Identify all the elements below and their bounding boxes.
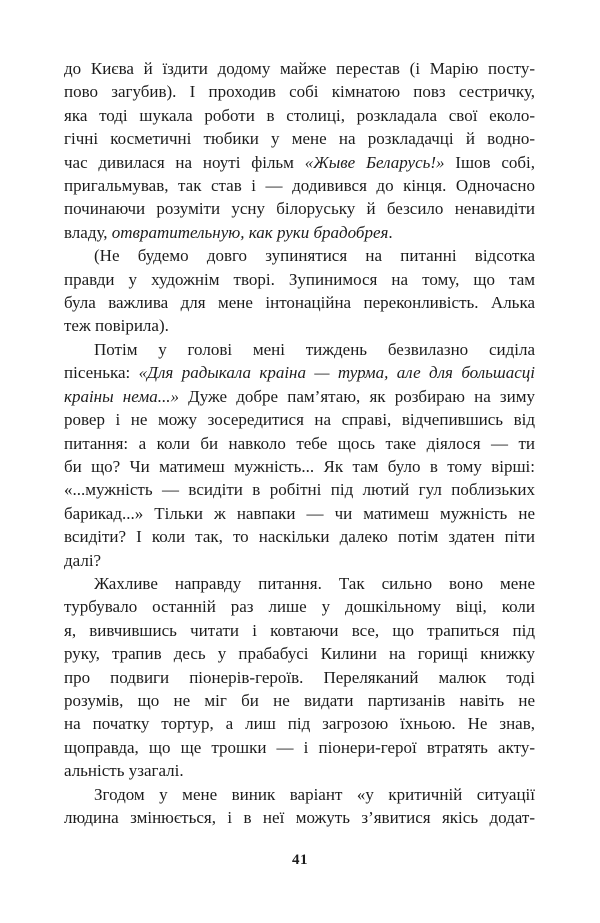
page-number: 41 [292, 852, 308, 868]
text-segment: Потім у голові мені тиждень безвилазно сиділа [94, 339, 535, 359]
text-line [64, 408, 535, 431]
text-segment: яка тоді шукала роботи в столиці, розкладала свої еколо- [64, 105, 535, 125]
text-line [64, 197, 535, 220]
text-line [64, 759, 535, 782]
text-segment: альність узагалі. [64, 761, 184, 781]
text-line [64, 57, 535, 80]
text-segment: би що? Чи матимеш мужність... Як там було в тому вірші: [64, 456, 535, 476]
text-segment: про подвиги піонерів-героїв. Переляканий малюк тоді [64, 667, 535, 687]
text-line [64, 338, 535, 361]
text-segment: ровер і не можу зосередитися на справі, відчепившись від [64, 410, 535, 430]
text-line [64, 291, 535, 314]
text-segment: пово загубив). І проходив собі кімнатою повз сестричку, [64, 82, 535, 102]
text-line [64, 455, 535, 478]
text-segment: час дивилася на ноуті фільм [64, 152, 305, 172]
text-segment: . [388, 222, 393, 242]
text-segment: людина змінюється, і в неї можуть з’явитися якісь додат- [64, 808, 535, 827]
text-line [64, 666, 535, 689]
text-line [64, 736, 535, 759]
text-line [64, 525, 535, 548]
text-line [64, 783, 535, 806]
text-segment: до Києва й їздити додому майже перестав (і Марію посту- [64, 59, 535, 78]
text-segment: гічні косметичні тюбики у мене на розкладачці й водно- [64, 129, 535, 149]
text-segment: пригальмував, так став і — додивився до кінця. Одночасно [64, 176, 535, 196]
text-segment: була важлива для мене інтонаційна переконливість. Алька [64, 293, 535, 313]
text-segment: починаючи розуміти усну білоруську й безсило ненавидіти [64, 199, 535, 219]
text-segment: «...мужність — всидіти в робітні під лютий гул поблизьких [64, 480, 535, 500]
text-segment: теж повірила). [64, 316, 169, 336]
text-segment: Дуже добре пам’ятаю, як розбираю на зиму [178, 386, 535, 406]
text-line [64, 221, 535, 244]
text-segment-italic: «Для радыкала краіна — турма, але для большасці [138, 363, 535, 383]
text-segment: владу, [64, 222, 112, 242]
text-segment-italic: краіны нема...» [64, 386, 179, 406]
text-segment: Ішов собі, [444, 152, 535, 172]
page-text [64, 57, 535, 829]
text-line [64, 174, 535, 197]
text-segment: розумів, що не міг би не видати партизанів навіть не [64, 690, 535, 710]
text-segment: щоправда, що ще трошки — і піонери-герої втратять акту- [64, 737, 535, 757]
text-segment: Згодом у мене виник варіант «у критичній ситуації [94, 784, 535, 804]
text-segment: барикад...» Тільки ж навпаки — чи матимеш мужність не [64, 503, 535, 523]
text-line [64, 689, 535, 712]
text-line [64, 642, 535, 665]
text-line [64, 361, 535, 384]
text-line [64, 572, 535, 595]
text-line [64, 712, 535, 735]
text-segment: правди у художнім творі. Зупинимося на тому, що там [64, 269, 535, 289]
text-line [64, 432, 535, 455]
text-line [64, 385, 535, 408]
text-line [64, 268, 535, 291]
text-segment: руку, трапив десь у прабабусі Килини на горищі книжку [64, 644, 535, 664]
text-segment-italic: «Жыве Беларусь!» [304, 152, 445, 172]
text-segment-italic: отвратительную, как руки брадобрея [111, 222, 389, 242]
text-segment: на початку тортур, а лиш під загрозою їхньою. Не знав, [64, 714, 535, 734]
text-line [64, 478, 535, 501]
text-line [64, 151, 535, 174]
text-line [64, 549, 535, 572]
text-segment: пісенька: [64, 363, 139, 383]
text-segment: турбувало останній раз лише у дошкільному віці, коли [64, 597, 535, 617]
text-line [64, 619, 535, 642]
text-line [64, 314, 535, 337]
text-segment: питання: а коли би навколо тебе щось таке діялося — ти [64, 433, 535, 453]
text-segment: Жахливе направду питання. Так сильно воно мене [94, 573, 535, 593]
text-segment: я, вивчившись читати і ковтаючи все, що трапиться під [64, 620, 535, 640]
text-line [64, 806, 535, 829]
text-line [64, 502, 535, 525]
text-line [64, 127, 535, 150]
text-segment: (Не будемо довго зупинятися на питанні відсотка [94, 246, 535, 266]
text-line [64, 80, 535, 103]
text-segment: далі? [64, 550, 102, 570]
text-segment: всидіти? І коли так, то наскільки далеко потім здатен піти [64, 527, 535, 547]
text-line [64, 244, 535, 267]
text-line [64, 104, 535, 127]
text-line [64, 595, 535, 618]
